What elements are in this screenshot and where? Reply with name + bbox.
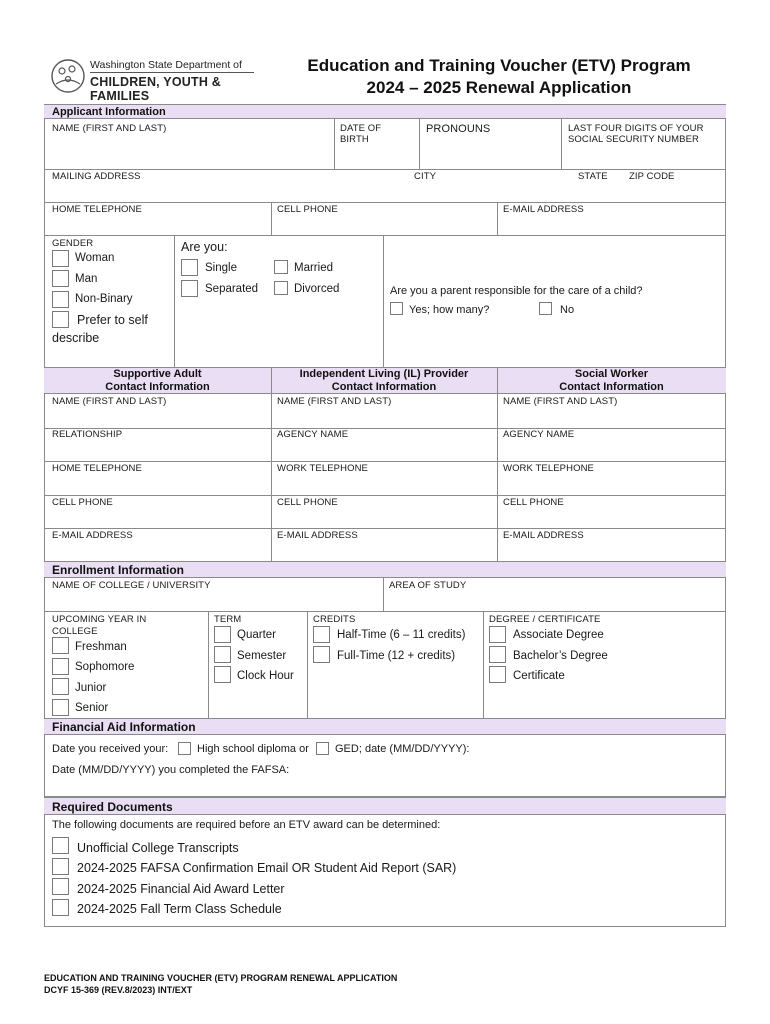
ssn-field[interactable] — [568, 146, 718, 166]
sw-agency-name-label: AGENCY NAME — [503, 429, 575, 440]
gender-label: GENDER — [52, 238, 94, 249]
il-cell-field[interactable] — [277, 509, 491, 527]
area-of-study-field[interactable] — [389, 592, 719, 610]
il-agency-name-label: AGENCY NAME — [277, 429, 349, 440]
degree-certificate-checkbox[interactable] — [489, 666, 506, 683]
credits-half-time-label: Half-Time (6 – 11 credits) — [337, 629, 466, 641]
logo-department-name: CHILDREN, YOUTH & FAMILIES — [90, 75, 221, 103]
gender-self-describe-checkbox[interactable] — [52, 311, 69, 328]
email-field[interactable] — [503, 216, 718, 234]
credits-half-time-checkbox[interactable] — [313, 626, 330, 643]
il-provider-heading — [271, 368, 497, 394]
credits-full-time-checkbox[interactable] — [313, 646, 330, 663]
relationship-field[interactable] — [52, 441, 266, 459]
hs-diploma-label: High school diploma or — [197, 743, 309, 755]
supportive-adult-cell-field[interactable] — [52, 509, 266, 527]
year-label-line2: COLLEGE — [52, 626, 98, 637]
zip-label: ZIP CODE — [629, 171, 675, 182]
document-title-line2: 2024 – 2025 Renewal Application — [366, 78, 632, 97]
logo-agency-line: Washington State Department of — [90, 59, 242, 71]
doc-transcripts-label: Unofficial College Transcripts — [77, 841, 239, 855]
enrollment-section-title: Enrollment Information — [52, 563, 184, 577]
ged-date-label: GED; date (MM/DD/YYYY): — [335, 743, 470, 755]
degree-bachelor-label: Bachelor’s Degree — [513, 650, 608, 662]
parent-how-many-field[interactable] — [495, 302, 535, 316]
year-senior-checkbox[interactable] — [52, 699, 69, 716]
year-junior-checkbox[interactable] — [52, 678, 69, 695]
term-semester-checkbox[interactable] — [214, 646, 231, 663]
degree-associate-label: Associate Degree — [513, 629, 604, 641]
year-sophomore-label: Sophomore — [75, 661, 135, 673]
hs-diploma-checkbox[interactable] — [178, 742, 191, 755]
gender-nonbinary-label: Non-Binary — [75, 293, 133, 305]
supportive-adult-name-field[interactable] — [52, 408, 266, 426]
degree-label: DEGREE / CERTIFICATE — [489, 614, 601, 625]
supportive-adult-home-tel-field[interactable] — [52, 475, 266, 493]
family-emblem-icon — [50, 58, 86, 94]
gender-man-checkbox[interactable] — [52, 270, 69, 287]
status-separated-checkbox[interactable] — [181, 280, 198, 297]
enrollment-section-header — [44, 561, 726, 578]
dob-label-line2: BIRTH — [340, 134, 369, 145]
gender-self-describe-label: Prefer to self — [77, 313, 148, 327]
gender-nonbinary-checkbox[interactable] — [52, 291, 69, 308]
doc-fafsa-checkbox[interactable] — [52, 858, 69, 875]
zip-field[interactable] — [629, 183, 719, 201]
required-section-title: Required Documents — [52, 800, 173, 814]
il-provider-heading-line1: Independent Living (IL) Provider — [299, 368, 469, 380]
relationship-label: RELATIONSHIP — [52, 429, 123, 440]
sw-cell-label: CELL PHONE — [503, 497, 564, 508]
sw-email-field[interactable] — [503, 542, 717, 560]
city-label: CITY — [414, 171, 437, 182]
term-semester-label: Semester — [237, 650, 287, 662]
social-worker-heading — [497, 368, 726, 394]
supportive-adult-cell-label: CELL PHONE — [52, 497, 113, 508]
ged-date-field[interactable] — [478, 741, 718, 757]
il-agency-name-field[interactable] — [277, 441, 491, 459]
financial-section-header — [44, 718, 726, 735]
il-email-field[interactable] — [277, 542, 491, 560]
degree-certificate-label: Certificate — [513, 670, 565, 682]
applicant-section-header — [44, 104, 726, 119]
il-cell-label: CELL PHONE — [277, 497, 338, 508]
sw-email-label: E-MAIL ADDRESS — [503, 530, 584, 541]
social-worker-heading-line2: Contact Information — [559, 381, 664, 393]
sw-work-tel-field[interactable] — [503, 475, 717, 493]
email-label: E-MAIL ADDRESS — [503, 204, 584, 215]
state-label: STATE — [578, 171, 608, 182]
year-sophomore-checkbox[interactable] — [52, 658, 69, 675]
home-telephone-label: HOME TELEPHONE — [52, 204, 142, 215]
term-quarter-checkbox[interactable] — [214, 626, 231, 643]
logo-divider — [90, 72, 254, 73]
term-clock-hour-checkbox[interactable] — [214, 666, 231, 683]
il-provider-heading-line2: Contact Information — [331, 381, 437, 393]
date-received-prefix: Date you received your: — [52, 743, 169, 755]
home-telephone-field[interactable] — [52, 216, 267, 234]
footer-form-title: EDUCATION AND TRAINING VOUCHER (ETV) PROGRAM RENEWAL APPLICATION — [44, 973, 398, 983]
gender-woman-label: Woman — [75, 252, 115, 264]
supportive-adult-heading-line1: Supportive Adult — [113, 368, 202, 380]
footer-form-number: DCYF 15-369 (REV.8/2023) INT/EXT — [44, 985, 193, 995]
dcyf-logo — [50, 56, 260, 103]
pronouns-label: PRONOUNS — [426, 123, 491, 135]
doc-fafsa-label: 2024-2025 FAFSA Confirmation Email OR Student Aid Report (SAR) — [77, 861, 457, 875]
supportive-adult-email-label: E-MAIL ADDRESS — [52, 530, 133, 541]
sw-cell-field[interactable] — [503, 509, 717, 527]
are-you-label: Are you: — [181, 240, 228, 254]
parent-yes-checkbox[interactable] — [390, 302, 403, 315]
fafsa-date-field[interactable] — [302, 762, 718, 778]
parent-question: Are you a parent responsible for the care of a child? — [390, 285, 643, 297]
ged-checkbox[interactable] — [316, 742, 329, 755]
term-label: TERM — [214, 614, 242, 625]
pronouns-field[interactable] — [426, 138, 556, 166]
social-worker-name-field[interactable] — [503, 408, 717, 426]
area-of-study-label: AREA OF STUDY — [389, 580, 467, 591]
social-worker-heading-line1: Social Worker — [574, 368, 649, 380]
year-freshman-checkbox[interactable] — [52, 637, 69, 654]
cell-phone-label: CELL PHONE — [277, 204, 338, 215]
supportive-adult-email-field[interactable] — [52, 542, 266, 560]
cell-phone-field[interactable] — [277, 216, 492, 234]
il-provider-name-label: NAME (FIRST AND LAST) — [277, 396, 392, 407]
term-quarter-label: Quarter — [237, 629, 276, 641]
college-label: NAME OF COLLEGE / UNIVERSITY — [52, 580, 211, 591]
status-married-label: Married — [294, 262, 333, 274]
parent-no-checkbox[interactable] — [539, 302, 552, 315]
mailing-address-field[interactable] — [52, 183, 402, 201]
mailing-address-label: MAILING ADDRESS — [52, 171, 141, 182]
social-worker-name-label: NAME (FIRST AND LAST) — [503, 396, 618, 407]
status-separated-label: Separated — [205, 283, 259, 295]
gender-woman-checkbox[interactable] — [52, 250, 69, 267]
dob-field[interactable] — [340, 146, 415, 166]
dob-label-line1: DATE OF — [340, 123, 382, 134]
state-field[interactable] — [578, 183, 618, 201]
doc-award-letter-label: 2024-2025 Financial Aid Award Letter — [77, 882, 285, 896]
financial-section-title: Financial Aid Information — [52, 720, 196, 734]
term-clock-hour-label: Clock Hour — [237, 670, 294, 682]
il-email-label: E-MAIL ADDRESS — [277, 530, 358, 541]
parent-no-label: No — [560, 304, 575, 316]
ssn-label-line2: SOCIAL SECURITY NUMBER — [568, 134, 700, 145]
parent-yes-label: Yes; how many? — [409, 304, 490, 316]
ssn-label-line1: LAST FOUR DIGITS OF YOUR — [568, 123, 704, 134]
gender-man-label: Man — [75, 273, 98, 285]
status-divorced-label: Divorced — [294, 283, 340, 295]
supportive-adult-heading — [44, 368, 271, 394]
college-field[interactable] — [52, 592, 377, 610]
status-divorced-checkbox[interactable] — [274, 281, 288, 295]
sw-agency-name-field[interactable] — [503, 441, 717, 459]
year-senior-label: Senior — [75, 702, 109, 714]
doc-class-schedule-checkbox[interactable] — [52, 899, 69, 916]
doc-class-schedule-label: 2024-2025 Fall Term Class Schedule — [77, 902, 282, 916]
year-label-line1: UPCOMING YEAR IN — [52, 614, 147, 625]
applicant-name-label: NAME (FIRST AND LAST) — [52, 123, 167, 134]
status-single-checkbox[interactable] — [181, 259, 198, 276]
year-junior-label: Junior — [75, 682, 107, 694]
status-married-checkbox[interactable] — [274, 260, 288, 274]
supportive-adult-heading-line2: Contact Information — [105, 381, 210, 393]
applicant-section-title: Applicant Information — [52, 106, 166, 118]
applicant-name-field[interactable] — [52, 136, 330, 166]
il-work-tel-field[interactable] — [277, 475, 491, 493]
supportive-adult-home-tel-label: HOME TELEPHONE — [52, 463, 142, 474]
il-work-tel-label: WORK TELEPHONE — [277, 463, 368, 474]
fafsa-date-label: Date (MM/DD/YYYY) you completed the FAFSA: — [52, 764, 290, 776]
credits-full-time-label: Full-Time (12 + credits) — [337, 650, 456, 662]
gender-describe-text: describe — [52, 331, 100, 345]
supportive-adult-name-label: NAME (FIRST AND LAST) — [52, 396, 167, 407]
il-provider-name-field[interactable] — [277, 408, 491, 426]
status-single-label: Single — [205, 262, 237, 274]
doc-transcripts-checkbox[interactable] — [52, 837, 69, 854]
degree-associate-checkbox[interactable] — [489, 626, 506, 643]
degree-bachelor-checkbox[interactable] — [489, 646, 506, 663]
doc-award-letter-checkbox[interactable] — [52, 878, 69, 895]
sw-work-tel-label: WORK TELEPHONE — [503, 463, 594, 474]
document-title-line1: Education and Training Voucher (ETV) Program — [307, 56, 691, 75]
year-freshman-label: Freshman — [75, 641, 127, 653]
required-section-header — [44, 797, 726, 815]
city-field[interactable] — [414, 183, 564, 201]
credits-label: CREDITS — [313, 614, 356, 625]
required-docs-intro: The following documents are required before an ETV award can be determined: — [52, 819, 441, 831]
